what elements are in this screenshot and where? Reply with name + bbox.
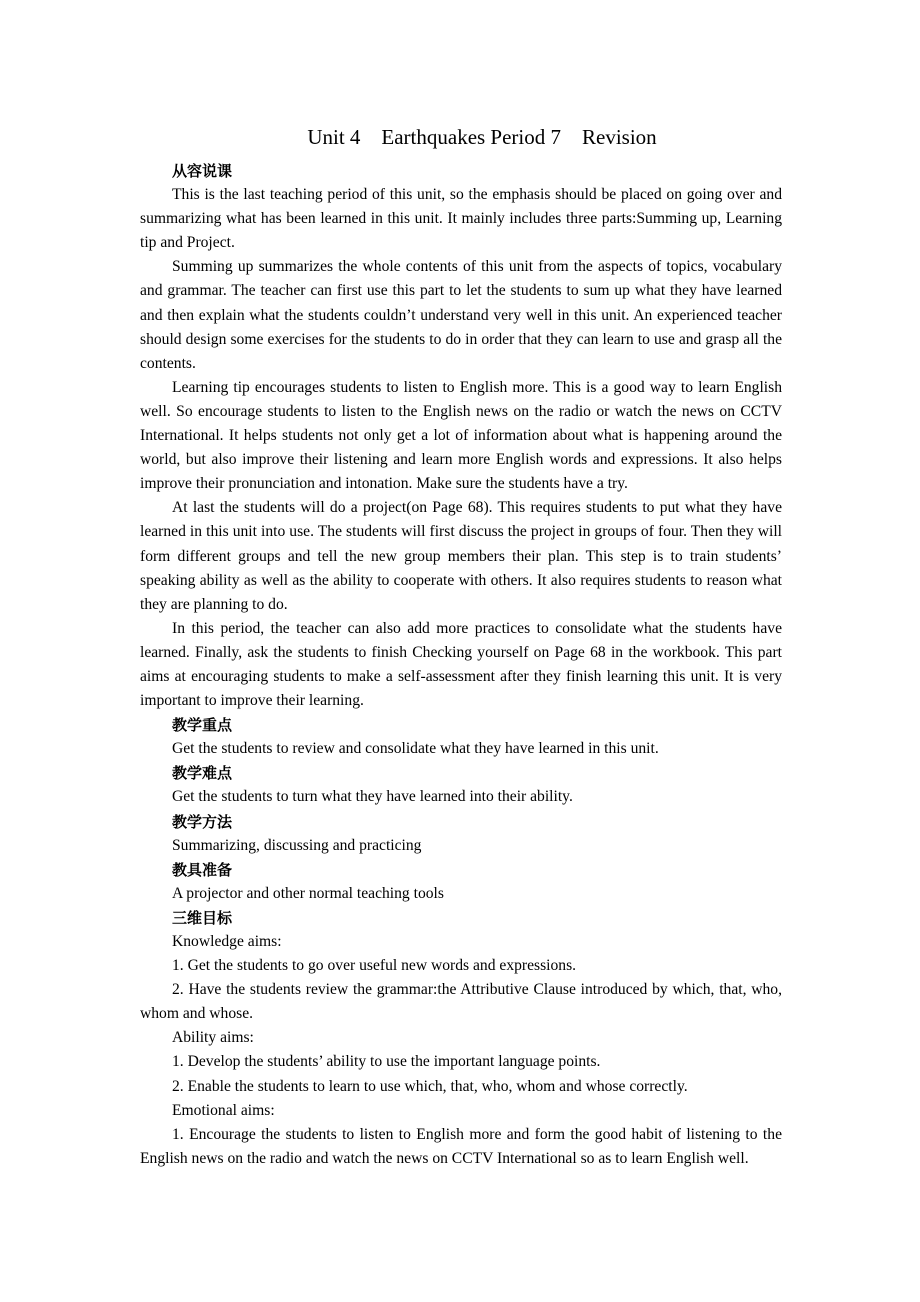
key-points-text: Get the students to review and consolidate what they have learned in this unit. [172,740,659,758]
heading-methods: 教学方法 [172,812,233,831]
paragraph: At last the students will do a project(on Page 68). This requires students to put what they have learned in this unit into use. The students will first discuss the project in groups of four. Then they will form different groups and tell the new group members their plan. This step is to train students’ speaking ability as well as the ability to cooperate with others. It also requires students to reason what they are planning to do. [140,499,782,613]
knowledge-aim: 2. Have the students review the grammar:the Attributive Clause introduced by which, that, who, whom and whose. [140,981,782,1023]
emotional-aim: 1. Encourage the students to listen to English more and form the good habit of listening to the English news on the radio and watch the news on CCTV International so as to learn English well. [140,1125,782,1167]
heading-aims: 三维目标 [172,908,233,927]
emotional-aims-label: Emotional aims: [172,1101,275,1119]
knowledge-aim: 1. Get the students to go over useful new words and expressions. [172,957,577,975]
tools-text: A projector and other normal teaching tools [172,884,444,902]
ability-aim: 2. Enable the students to learn to use which, that, who, whom and whose correctly. [172,1077,688,1095]
paragraph: Summing up summarizes the whole contents of this unit from the aspects of topics, vocabulary and grammar. The teacher can first use this part to let the students to sum up what they have learned and then explain what the students couldn’t understand very well in this unit. An experienced teacher should design some exercises for the students to do in order that they can learn to use and grasp all the contents. [140,258,782,372]
heading-key-points: 教学重点 [172,716,233,735]
methods-text: Summarizing, discussing and practicing [172,836,422,854]
ability-aim: 1. Develop the students’ ability to use the important language points. [172,1053,601,1071]
difficulties-text: Get the students to turn what they have learned into their ability. [172,788,573,806]
document-title: Unit 4 Earthquakes Period 7 Revision [307,125,657,149]
paragraph: In this period, the teacher can also add more practices to consolidate what the students have learned. Finally, ask the students to finish Checking yourself on Page 68 in the workbook. This part aims at encouraging students to make a self-assessment after they finish learning this unit. It is very important to improve their learning. [140,619,782,710]
paragraph: Learning tip encourages students to listen to English more. This is a good way to learn English well. So encourage students to listen to the English news on the radio or watch the news on CCTV International. It helps students not only get a lot of information about what is happening around the world, but also improve their listening and learn more English words and expressions. It also helps improve their pronunciation and intonation. Make sure the students have a try. [140,378,782,493]
knowledge-aims-label: Knowledge aims: [172,933,282,950]
heading-intro: 从容说课 [172,162,233,180]
paragraph: This is the last teaching period of this unit, so the emphasis should be placed on going over and summarizing what has been learned in this unit. It mainly includes three parts:Summing up, Learning tip and Project. [140,186,782,252]
heading-difficulties: 教学难点 [172,764,233,783]
heading-tools: 教具准备 [172,860,233,879]
document-body [140,159,782,1171]
ability-aims-label: Ability aims: [172,1029,254,1047]
